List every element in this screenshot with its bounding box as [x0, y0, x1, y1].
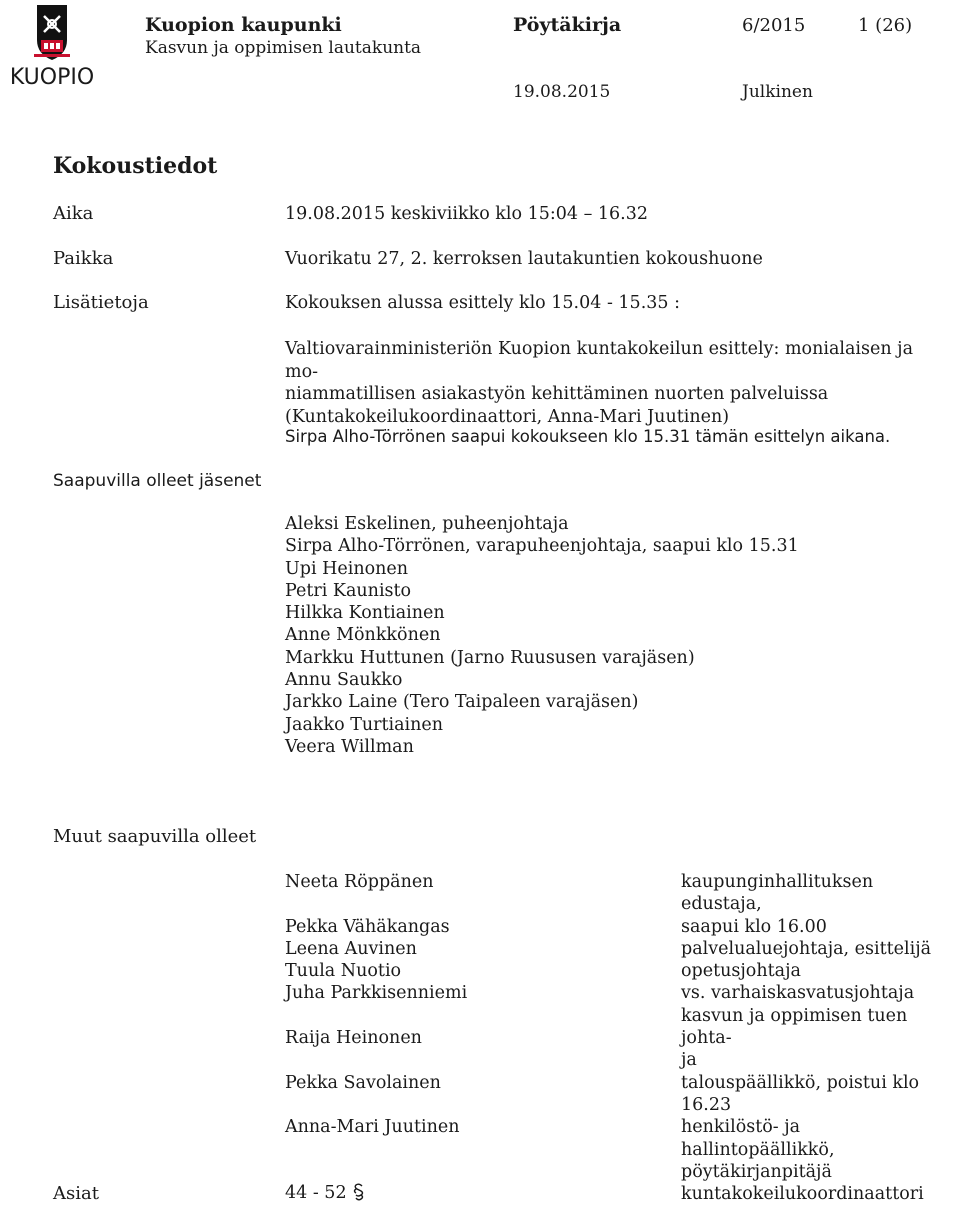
- items-label: Asiat: [53, 1183, 99, 1204]
- items-range: 44 - 52: [285, 1183, 347, 1203]
- items-value: [285, 1183, 365, 1203]
- list-item: Juha Parkkisenniemi: [285, 983, 468, 1004]
- list-item: Aleksi Eskelinen, puheenjohtaja: [285, 514, 569, 534]
- list-item: Anna-Mari Juutinen: [285, 1117, 460, 1138]
- members-list: [285, 513, 799, 758]
- info-line: (Kuntakokeilukoordinaattori, Anna-Mari Juutinen): [285, 406, 730, 427]
- role-text: kuntakokeilukoordinaattori: [681, 1184, 924, 1205]
- list-item: Anne Mönkkönen: [285, 625, 441, 646]
- list-item: Annu Saukko: [285, 670, 403, 691]
- place-value: Vuorikatu 27, 2. kerroksen lautakuntien kokoushuone: [285, 249, 763, 269]
- list-item: Pekka Savolainen: [285, 1072, 441, 1093]
- role-text: saapui klo 16.00: [681, 916, 827, 937]
- publicity-status: Julkinen: [742, 82, 813, 102]
- list-item: Pekka Vähäkangas: [285, 916, 450, 937]
- time-value: 19.08.2015 keskiviikko klo 15:04 – 16.32: [285, 204, 648, 224]
- role-text: henkilöstö- ja hallintopäällikkö,: [681, 1117, 835, 1160]
- role-text: pöytäkirjanpitäjä: [681, 1161, 832, 1182]
- list-item: Sirpa Alho-Törrönen, varapuheenjohtaja, saapui klo 15.31: [285, 536, 799, 557]
- role-text: kasvun ja oppimisen tuen johta-: [681, 1005, 908, 1049]
- list-item: Leena Auvinen: [285, 938, 417, 959]
- list-item: Markku Huttunen (Jarno Ruususen varajäsen): [285, 647, 695, 668]
- role-text: 16.23: [681, 1094, 732, 1115]
- info-line: niammatillisen asiakastyön kehittäminen nuorten palveluissa: [285, 384, 829, 404]
- list-item: Tuula Nuotio: [285, 961, 402, 982]
- role-text: opetusjohtaja: [681, 961, 801, 982]
- members-label: Saapuvilla olleet jäsenet: [53, 471, 262, 491]
- list-item: Raija Heinonen: [285, 1028, 422, 1049]
- role-text: vs. varhaiskasvatusjohtaja: [681, 983, 915, 1004]
- document-number: 6/2015: [742, 15, 806, 36]
- kuopio-logo: [4, 2, 100, 98]
- list-item: Neeta Röppänen: [285, 872, 434, 892]
- info-label: Lisätietoja: [53, 292, 149, 313]
- section-title: Kokoustiedot: [53, 153, 218, 179]
- list-item: Jaakko Turtiainen: [285, 714, 444, 735]
- others-roles: [681, 871, 956, 1205]
- role-text: talouspäällikkö, poistui klo: [681, 1072, 920, 1093]
- info-value: Kokouksen alussa esittely klo 15.04 - 15.35 :: [285, 293, 680, 313]
- info-description: [285, 338, 950, 428]
- list-item: Upi Heinonen: [285, 558, 409, 579]
- place-label: Paikka: [53, 248, 114, 269]
- list-item: Veera Willman: [285, 736, 414, 757]
- info-line: Valtiovarainministeriön Kuopion kuntakokeilun esittely: monialaisen ja mo-: [285, 339, 914, 382]
- section-sign-icon: [353, 1183, 365, 1201]
- board-name: Kasvun ja oppimisen lautakunta: [145, 38, 422, 58]
- list-item: Jarkko Laine (Tero Taipaleen varajäsen): [285, 692, 639, 713]
- svg-text:KUOPIO: KUOPIO: [9, 65, 95, 90]
- arrival-note: Sirpa Alho-Törrönen saapui kokoukseen klo 15.31 tämän esittelyn aikana.: [285, 427, 891, 446]
- list-item: Hilkka Kontiainen: [285, 603, 445, 624]
- role-text: kaupunginhallituksen edustaja,: [681, 872, 874, 915]
- coat-of-arms-icon: [4, 2, 100, 98]
- others-label: Muut saapuvilla olleet: [53, 826, 257, 847]
- role-text: palvelualuejohtaja, esittelijä: [681, 938, 932, 959]
- organization-name: Kuopion kaupunki: [145, 14, 342, 36]
- others-names: [285, 871, 467, 1139]
- role-text: ja: [681, 1050, 697, 1071]
- page-number: 1 (26): [858, 15, 913, 36]
- list-item: Petri Kaunisto: [285, 580, 412, 601]
- document-date: 19.08.2015: [513, 82, 611, 102]
- document-type: Pöytäkirja: [513, 14, 622, 36]
- time-label: Aika: [53, 203, 94, 224]
